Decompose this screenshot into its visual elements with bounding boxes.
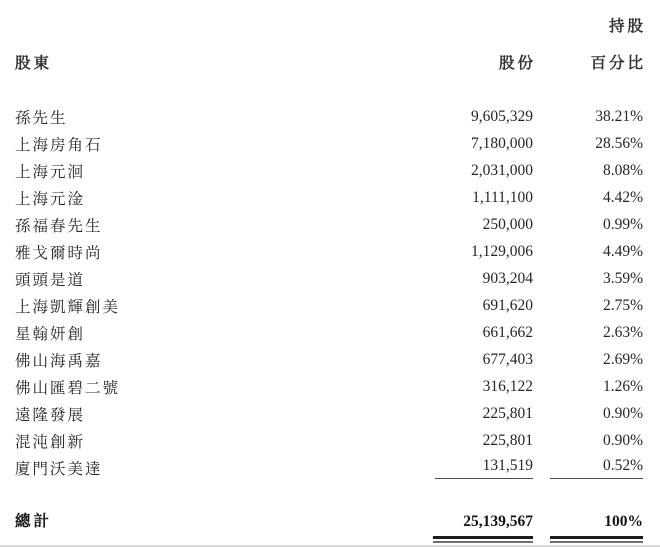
- shares-value: 903,204: [482, 269, 533, 287]
- table-header-line2: [15, 51, 646, 73]
- pct-value: 4.49%: [602, 242, 643, 260]
- table-row: [15, 373, 643, 400]
- shareholder-name: 星翰妍創: [15, 325, 86, 343]
- header-pct-line1: 持股: [608, 18, 646, 35]
- shares-value: 7,180,000: [471, 134, 533, 152]
- pct-value: 4.42%: [602, 188, 643, 206]
- total-label: 總計: [15, 513, 53, 530]
- table-row: [15, 157, 643, 184]
- double-rule-shares: [433, 536, 533, 543]
- shares-value: 1,129,006: [471, 242, 533, 260]
- shareholder-name: 遠隆發展: [15, 406, 86, 424]
- single-rule-pct: [550, 478, 643, 479]
- shareholder-name: 上海元淦: [15, 190, 86, 208]
- shareholder-name: 孫福春先生: [15, 217, 103, 235]
- pct-value: 28.56%: [595, 134, 643, 152]
- table-row: [15, 265, 643, 292]
- shareholder-name: 佛山海禹嘉: [15, 352, 103, 370]
- shares-value: 1,111,100: [472, 188, 533, 206]
- table-row: [15, 319, 643, 346]
- header-shares: 股份: [498, 55, 536, 72]
- double-rule-pct: [550, 536, 643, 543]
- table-row: [15, 211, 643, 238]
- single-rule-shares: [435, 478, 533, 479]
- shareholder-name: 混沌創新: [15, 433, 86, 451]
- shares-value: 225,801: [482, 431, 533, 449]
- shareholder-name: 雅戈爾時尚: [15, 244, 103, 262]
- shares-value: 661,662: [482, 323, 533, 341]
- table-row: [15, 292, 643, 319]
- pct-value: 2.69%: [602, 350, 643, 368]
- shareholder-name: 上海元洄: [15, 163, 86, 181]
- total-pct-value: 100%: [604, 513, 643, 530]
- pct-value: 3.59%: [602, 269, 643, 287]
- table-row: [15, 103, 643, 130]
- pct-value: 2.63%: [602, 323, 643, 341]
- total-shares-cell: [373, 511, 533, 543]
- shareholder-name: 廈門沃美達: [15, 460, 103, 478]
- total-pct-cell: [533, 511, 643, 543]
- shares-value: 9,605,329: [471, 107, 533, 125]
- table-body: [15, 103, 643, 481]
- shares-value: 2,031,000: [471, 161, 533, 179]
- pct-value: 0.52%: [602, 456, 643, 474]
- pct-value: 0.99%: [602, 215, 643, 233]
- shares-value: 225,801: [482, 404, 533, 422]
- pct-value: 38.21%: [595, 107, 643, 125]
- pct-value: 2.75%: [602, 296, 643, 314]
- header-shareholder: 股東: [15, 55, 53, 72]
- table-row: [15, 427, 643, 454]
- total-section: [15, 511, 643, 543]
- pct-cell: [533, 457, 643, 479]
- pct-value: 8.08%: [602, 161, 643, 179]
- table-row: [15, 238, 643, 265]
- pct-value: 1.26%: [602, 377, 643, 395]
- shareholder-name: 孫先生: [15, 109, 68, 127]
- shares-value: 250,000: [482, 215, 533, 233]
- total-shares-value: 25,139,567: [463, 513, 533, 530]
- shareholder-name: 上海凱輝創美: [15, 298, 121, 316]
- table-row: [15, 346, 643, 373]
- shares-value: 316,122: [482, 377, 533, 395]
- pct-value: 0.90%: [602, 404, 643, 422]
- shareholder-name: 佛山匯碧二號: [15, 379, 121, 397]
- table-row: [15, 400, 643, 427]
- pct-value: 0.90%: [602, 431, 643, 449]
- header-pct-line2: 百分比: [590, 55, 646, 72]
- table-header-line1: [15, 14, 646, 36]
- table-row: [15, 454, 643, 481]
- shares-value: 691,620: [482, 296, 533, 314]
- table-row: [15, 184, 643, 211]
- shares-cell: [373, 457, 533, 479]
- shares-value: 677,403: [482, 350, 533, 368]
- shareholder-name: 頭頭是道: [15, 271, 86, 289]
- shareholder-name: 上海房角石: [15, 136, 103, 154]
- table-row: [15, 130, 643, 157]
- shares-value: 131,519: [482, 456, 533, 474]
- total-row: [15, 511, 643, 543]
